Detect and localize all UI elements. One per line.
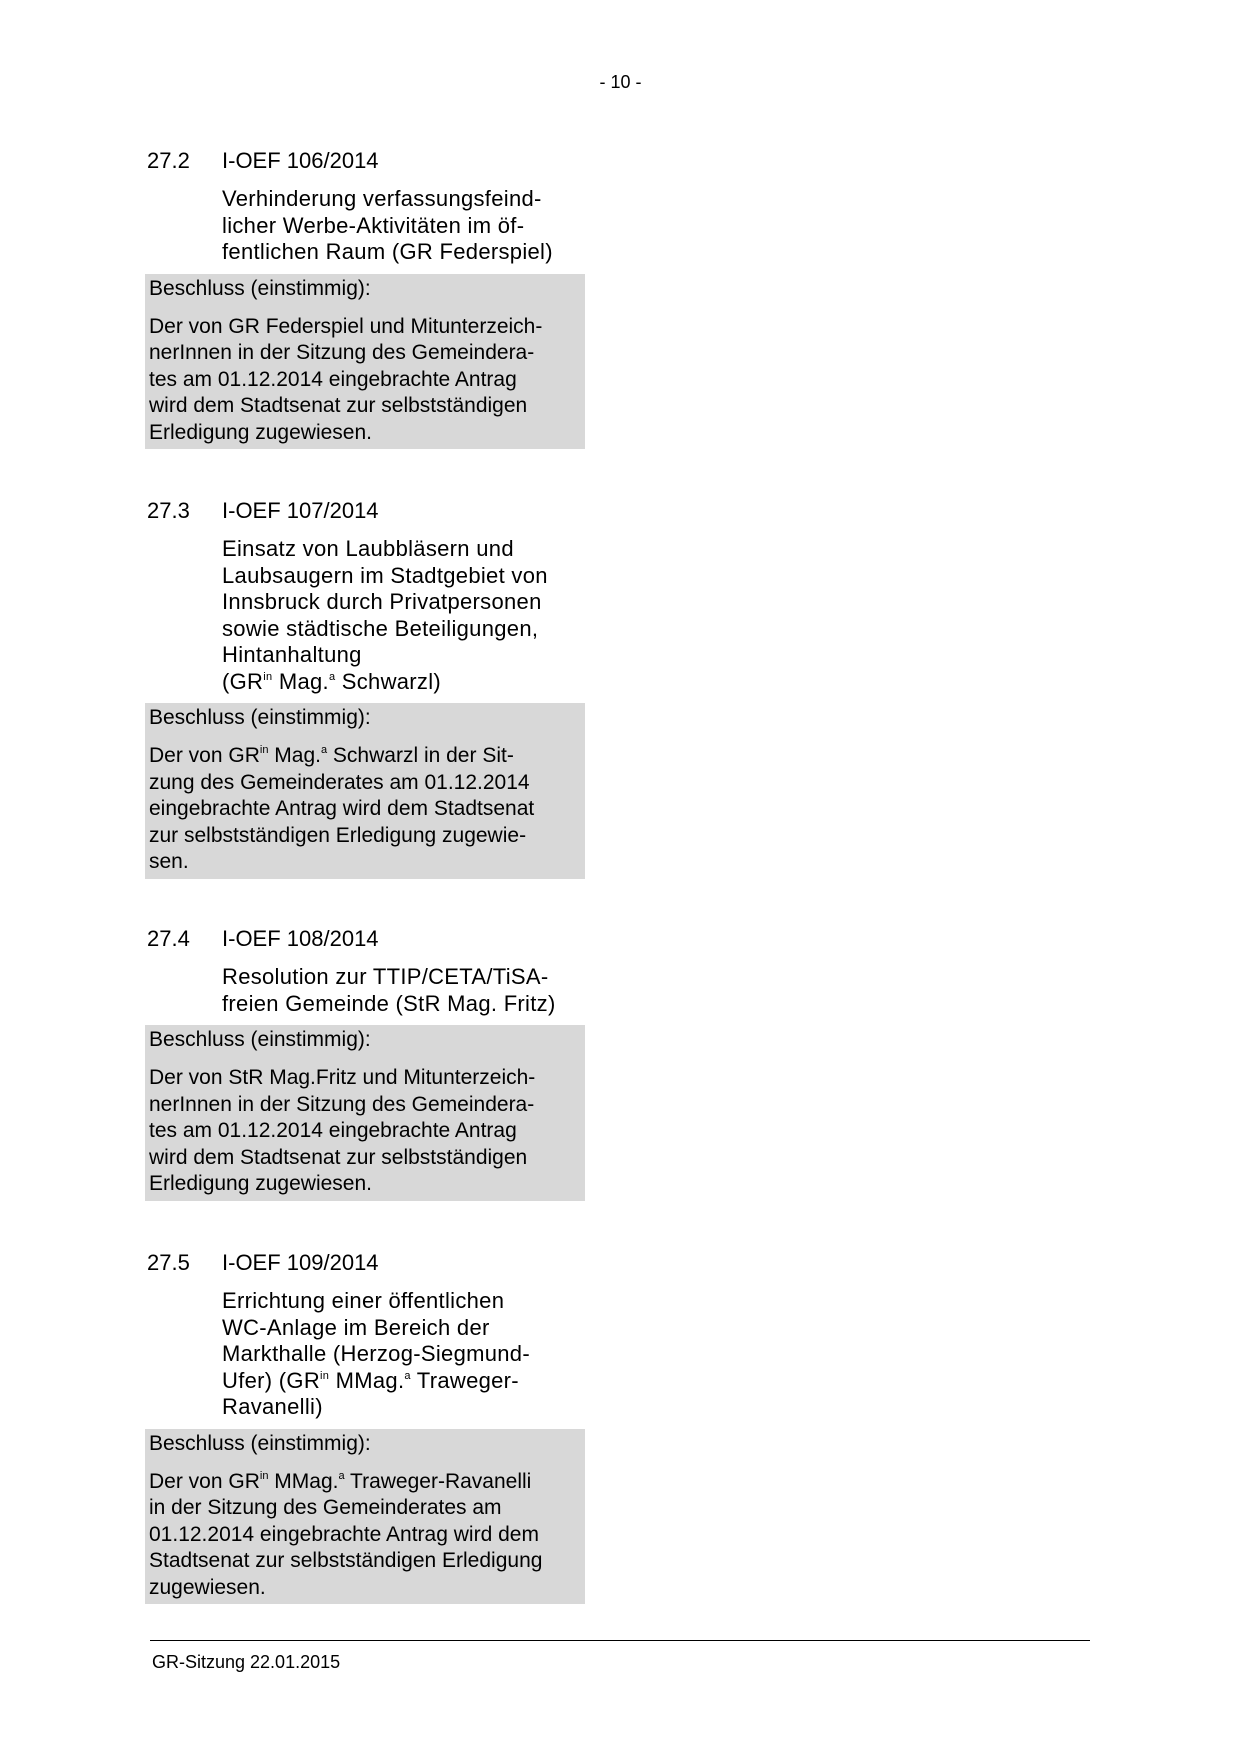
decision-box [145, 274, 585, 450]
item-number: 27.3 [147, 498, 190, 523]
item-reference: I-OEF 108/2014 [222, 926, 379, 951]
item-reference: I-OEF 109/2014 [222, 1250, 379, 1275]
item-number: 27.4 [147, 926, 190, 951]
decision-text: Der von $GR^{in}$ Mag.$^a$ Schwarzl in der Sit- zung des Gemeinderates am 01.12.2014 eingebrachte Antrag wird dem Stadtsenat zur selbstständigen Erledigung zugewie- sen. [149, 744, 535, 873]
decision-label: Beschluss (einstimmig): [149, 1431, 371, 1455]
item-header [145, 148, 585, 174]
item-number: 27.2 [147, 148, 190, 173]
decision-box [145, 703, 585, 879]
item-header [145, 1250, 585, 1276]
decision-text: Der von StR Mag.Fritz und Mitunterzeich- nerInnen in der Sitzung des Gemeindera- tes am 01.12.2014 eingebrachte Antrag wird dem Stadtsenat zur selbstständigen Erledigung zugewiesen. [149, 1066, 536, 1195]
decision-label: Beschluss (einstimmig): [149, 276, 371, 300]
decision-label: Beschluss (einstimmig): [149, 706, 371, 729]
agenda-item-27-2 [145, 148, 585, 449]
item-title: Verhinderung verfassungsfeind- licher Werbe-Aktivitäten im öf- fentlichen Raum (GR Federspiel) [222, 186, 553, 264]
item-reference: I-OEF 106/2014 [222, 148, 379, 173]
decision-box [145, 1025, 585, 1201]
footer-divider [150, 1640, 1090, 1641]
item-reference: I-OEF 107/2014 [222, 498, 379, 523]
item-title: Errichtung einer öffentlichen WC-Anlage im Bereich der Markthalle (Herzog-Siegmund- Ufer) ($GR^{in}$ MMag.$^a$ Traweger- Ravanelli) [222, 1288, 530, 1419]
decision-label: Beschluss (einstimmig): [149, 1028, 371, 1051]
item-header [145, 926, 585, 952]
decision-box [145, 1429, 585, 1605]
footer-text: GR-Sitzung 22.01.2015 [152, 1652, 341, 1672]
agenda-item-27-3 [145, 498, 585, 879]
item-title: Resolution zur TTIP/CETA/TiSA- freien Gemeinde (StR Mag. Fritz) [222, 964, 556, 1016]
item-number: 27.5 [147, 1250, 190, 1275]
decision-text: Der von GR Federspiel und Mitunterzeich- nerInnen in der Sitzung des Gemeindera- tes am 01.12.2014 eingebrachte Antrag wird dem Stadtsenat zur selbstständigen Erledigung zugewiesen. [149, 314, 543, 444]
item-header [145, 498, 585, 524]
item-title: Einsatz von Laubbläsern und Laubsaugern im Stadtgebiet von Innsbruck durch Privatpersonen sowie städtische Beteiligungen, Hintanhaltung ($GR^{in}$ Mag.$^a$ Schwarzl) [222, 536, 548, 694]
decision-text: Der von $GR^{in}$ MMag.$^a$ Traweger-Ravanelli in der Sitzung des Gemeinderates am 01.12.2014 eingebrachte Antrag wird dem Stadtsenat zur selbstständigen Erledigung zugewiesen. [149, 1469, 543, 1599]
page-number: - 10 - [599, 72, 642, 92]
agenda-item-27-4 [145, 926, 585, 1201]
agenda-item-27-5 [145, 1250, 585, 1604]
